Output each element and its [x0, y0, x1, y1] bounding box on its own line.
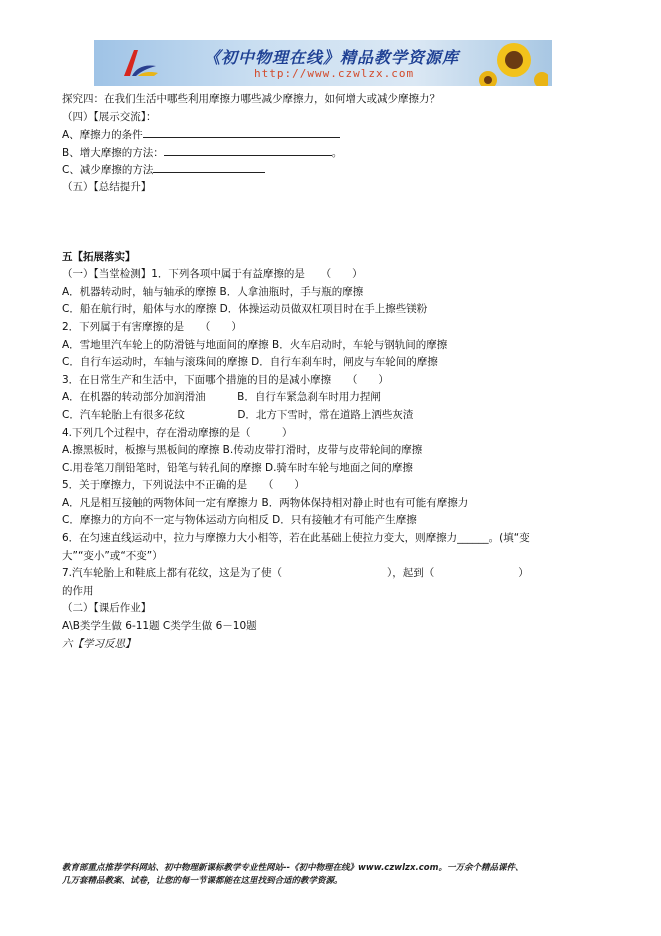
item-c [62, 161, 602, 179]
q3-options-ab: A．在机器的转动部分加润滑油 B．自行车紧急刹车时用力捏闸 [62, 391, 381, 404]
item-a-blank[interactable] [143, 126, 340, 138]
q4-stem: 4.下列几个过程中，存在滑动摩擦的是（ ） [62, 426, 293, 439]
worksheet-body [62, 91, 602, 653]
item-b [62, 144, 602, 162]
q7-line1: 7.汽车轮胎上和鞋底上都有花纹，这是为了使（ ），起到（ ） [62, 567, 529, 580]
item-a-label: A、摩擦力的条件 [62, 129, 143, 142]
q3-options-cd: C．汽车轮胎上有很多花纹 D．北方下雪时，常在道路上洒些灰渣 [62, 408, 414, 421]
page-footer [62, 862, 607, 888]
item-c-label: C、减少摩擦的方法 [62, 164, 154, 177]
q1-options-ab: A．机器转动时，轴与轴承的摩擦 B．人拿油瓶时，手与瓶的摩擦 [62, 285, 364, 298]
explore-question: 探究四：在我们生活中哪些利用摩擦力哪些减少摩擦力，如何增大或减少摩擦力？ [62, 93, 440, 105]
footer-line2: 几万套精品教案、试卷，让您的每一节课都能在这里找到合适的教学资源。 [62, 876, 343, 886]
q7-line2: 的作用 [62, 584, 94, 597]
reflection-heading: 六【学习反思】 [62, 637, 136, 650]
q4-options-cd: C.用卷笔刀削铅笔时，铅笔与转孔间的摩擦 D.骑车时车轮与地面之间的摩擦 [62, 461, 413, 474]
item-b-end: 。 [331, 146, 343, 159]
banner-title: 《初中物理在线》精品教学资源库 [204, 48, 460, 67]
item-a [62, 126, 602, 144]
q1-options-cd: C．船在航行时，船体与水的摩擦 D．体操运动员做双杠项目时在手上擦些镁粉 [62, 303, 428, 316]
footer-line1: 教育部重点推荐学科网站、初中物理新课标教学专业性网站--《初中物理在线》www.czwlzx.com。一万余个精品课件、 [62, 863, 524, 873]
q6-line2: 大”“变小”或“不变”） [62, 549, 163, 562]
q2-stem: 2．下列属于有害摩擦的是 （ ） [62, 320, 242, 333]
header-banner [94, 40, 552, 86]
homework-assignment: A\B类学生做 6-11题 C类学生做 6－10题 [62, 620, 257, 633]
item-c-blank[interactable] [153, 161, 265, 173]
q2-options-ab: A．雪地里汽车轮上的防滑链与地面间的摩擦 B．火车启动时，车轮与钢轨间的摩擦 [62, 338, 448, 351]
q2-options-cd: C．自行车运动时，车轴与滚珠间的摩擦 D．自行车刹车时，闸皮与车轮间的摩擦 [62, 356, 438, 369]
summary-heading: （五）【总结提升】 [62, 180, 152, 193]
item-b-blank[interactable] [164, 144, 332, 156]
q6-line1: 6．在匀速直线运动中，拉力与摩擦力大小相等，若在此基础上使拉力变大，则摩擦力______。(填“变 [62, 532, 530, 545]
section5-heading: 五【拓展落实】 [62, 250, 136, 263]
sunflower-icon [478, 40, 548, 86]
q5-options-cd: C．摩擦力的方向不一定与物体运动方向相反 D．只有接触才有可能产生摩擦 [62, 514, 417, 527]
show-heading: （四）【展示交流】： [62, 110, 157, 123]
logo-icon [120, 46, 160, 80]
part1-heading: （一）【当堂检测】1．下列各项中属于有益摩擦的是 （ ） [62, 268, 363, 281]
q5-stem: 5．关于摩擦力，下列说法中不正确的是 （ ） [62, 479, 305, 492]
q5-options-ab: A．凡是相互接触的两物体间一定有摩擦力 B．两物体保持相对静止时也有可能有摩擦力 [62, 496, 469, 509]
spacer [62, 197, 602, 249]
q3-stem: 3．在日常生产和生活中，下面哪个措施的目的是减小摩擦 （ ） [62, 373, 389, 386]
q4-options-ab: A.擦黑板时，板擦与黑板间的摩擦 B.传动皮带打滑时，皮带与皮带轮间的摩擦 [62, 444, 423, 457]
part2-heading: （二）【课后作业】 [62, 602, 152, 615]
item-b-label: B、增大摩擦的方法： [62, 146, 164, 159]
banner-url: http://www.czwlzx.com [254, 67, 415, 80]
